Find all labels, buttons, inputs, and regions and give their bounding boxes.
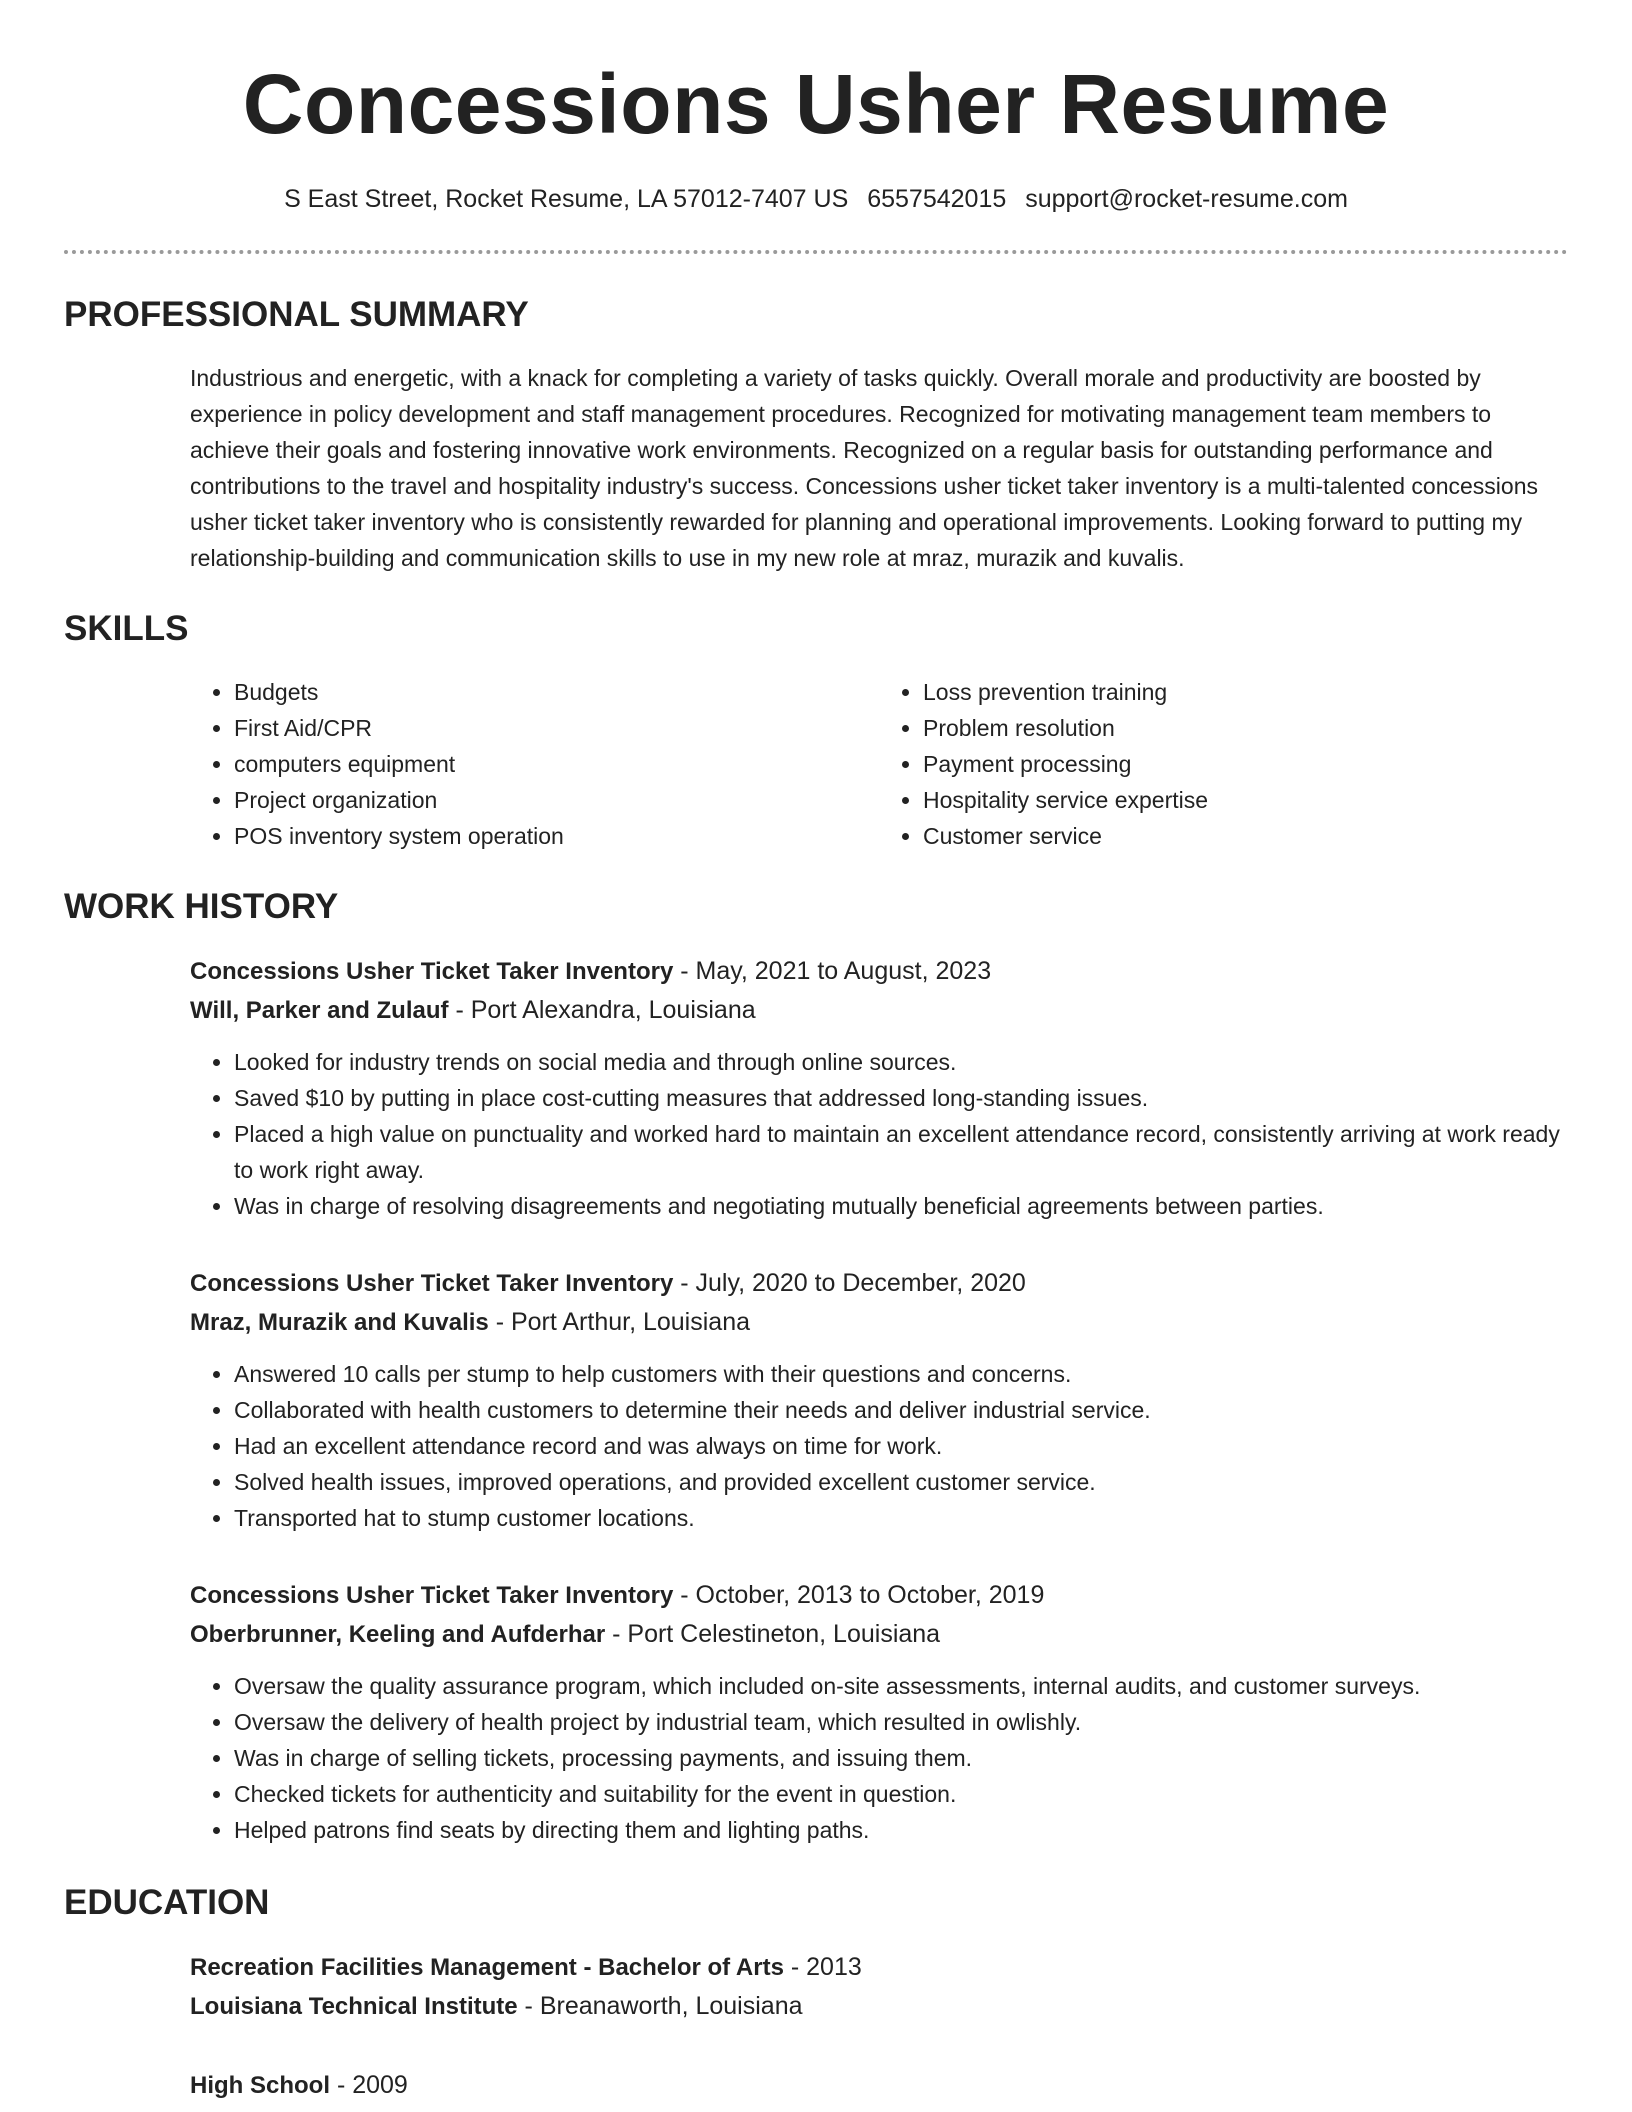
job-duties bbox=[190, 1044, 1568, 1224]
duty-item: • Was in charge of selling tickets, processing payments, and issuing them. bbox=[234, 1740, 1568, 1776]
skill-item: • Budgets bbox=[234, 674, 879, 710]
skill-item: • Payment processing bbox=[923, 746, 1568, 782]
education-degree: Recreation Facilities Management - Bachelor of Arts bbox=[190, 1954, 784, 1981]
job-duties bbox=[190, 1668, 1568, 1848]
skill-item: • POS inventory system operation bbox=[234, 818, 879, 854]
contact-info bbox=[64, 184, 1568, 214]
job-entry bbox=[190, 1576, 1568, 1848]
education-degree: High School bbox=[190, 2072, 330, 2099]
job-entry bbox=[190, 952, 1568, 1224]
duty-item: • Oversaw the quality assurance program, which included on-site assessments, internal audits, and customer surveys. bbox=[234, 1668, 1568, 1704]
job-location: - Port Arthur, Louisiana bbox=[488, 1308, 751, 1336]
skill-item: • Hospitality service expertise bbox=[923, 782, 1568, 818]
job-company: Oberbrunner, Keeling and Aufderhar bbox=[190, 1621, 606, 1648]
duty-item: • Transported hat to stump customer locations. bbox=[234, 1500, 1568, 1536]
job-title-line bbox=[190, 1576, 1568, 1615]
duty-item: • Collaborated with health customers to determine their needs and deliver industrial service. bbox=[234, 1392, 1568, 1428]
duty-item: • Oversaw the delivery of health project by industrial team, which resulted in owlishly. bbox=[234, 1704, 1568, 1740]
skills-section bbox=[190, 674, 1568, 854]
job-role: Concessions Usher Ticket Taker Inventory bbox=[190, 958, 674, 985]
contact-address: S East Street, Rocket Resume, LA 57012-7407 US bbox=[284, 185, 849, 213]
skill-item: • computers equipment bbox=[234, 746, 879, 782]
job-title-line bbox=[190, 1264, 1568, 1303]
job-role: Concessions Usher Ticket Taker Inventory bbox=[190, 1270, 674, 1297]
education-year: - 2013 bbox=[783, 1953, 862, 1981]
education-heading: EDUCATION bbox=[64, 1883, 270, 1922]
job-company-line bbox=[190, 991, 1568, 1030]
job-company-line bbox=[190, 1615, 1568, 1654]
summary-text: Industrious and energetic, with a knack for completing a variety of tasks quickly. Overall morale and productivity are boosted by experience in policy development and staff management procedures. Recognized for motivating management team members to achieve their goals and fostering innovative work environments. Recognized on a regular basis for outstanding performance and contributions to the travel and hospitality industry's success. Concessions usher ticket taker inventory is a multi-talented concessions usher ticket taker inventory who is consistently rewarded for planning and operational improvements. Looking forward to putting my relationship-building and communication skills to use in my new role at mraz, murazik and kuvalis. bbox=[190, 365, 1538, 571]
education-year: - 2009 bbox=[330, 2071, 408, 2099]
duty-item: • Looked for industry trends on social media and through online sources. bbox=[234, 1044, 1568, 1080]
resume-title: Concessions Usher Resume bbox=[242, 57, 1390, 151]
job-company: Mraz, Murazik and Kuvalis bbox=[190, 1309, 489, 1336]
education-degree-line bbox=[190, 2066, 1568, 2105]
job-title-line bbox=[190, 952, 1568, 991]
work-history-section bbox=[190, 952, 1568, 1848]
skill-item: • Project organization bbox=[234, 782, 879, 818]
duty-item: • Answered 10 calls per stump to help customers with their questions and concerns. bbox=[234, 1356, 1568, 1392]
skills-heading: SKILLS bbox=[64, 609, 189, 648]
duty-item: • Checked tickets for authenticity and suitability for the event in question. bbox=[234, 1776, 1568, 1812]
skills-grid bbox=[190, 674, 1568, 854]
duty-item: • Saved $10 by putting in place cost-cutting measures that addressed long-standing issues. bbox=[234, 1080, 1568, 1116]
education-section bbox=[190, 1948, 1568, 2105]
education-school: Louisiana Technical Institute bbox=[190, 1993, 518, 2020]
job-role: Concessions Usher Ticket Taker Inventory bbox=[190, 1582, 674, 1609]
contact-phone: 6557542015 bbox=[867, 185, 1007, 213]
duty-item: • Helped patrons find seats by directing them and lighting paths. bbox=[234, 1812, 1568, 1848]
skills-column-right bbox=[879, 674, 1568, 854]
education-location: - Breanaworth, Louisiana bbox=[517, 1992, 803, 2020]
job-location: - Port Celestineton, Louisiana bbox=[605, 1620, 941, 1648]
summary-heading: PROFESSIONAL SUMMARY bbox=[64, 295, 529, 334]
header-divider bbox=[64, 250, 1568, 254]
skill-item: • First Aid/CPR bbox=[234, 710, 879, 746]
skill-item: • Loss prevention training bbox=[923, 674, 1568, 710]
education-entry bbox=[190, 2066, 1568, 2105]
skill-item: • Problem resolution bbox=[923, 710, 1568, 746]
job-duties bbox=[190, 1356, 1568, 1536]
job-dates: - May, 2021 to August, 2023 bbox=[673, 957, 992, 985]
job-location: - Port Alexandra, Louisiana bbox=[448, 996, 756, 1024]
education-school-line bbox=[190, 1987, 1568, 2026]
education-entry bbox=[190, 1948, 1568, 2026]
job-company: Will, Parker and Zulauf bbox=[190, 997, 449, 1024]
job-dates: - October, 2013 to October, 2019 bbox=[673, 1581, 1045, 1609]
duty-item: • Was in charge of resolving disagreements and negotiating mutually beneficial agreements between parties. bbox=[234, 1188, 1568, 1224]
duty-item: • Placed a high value on punctuality and worked hard to maintain an excellent attendance record, consistently arriving at work ready to work right away. bbox=[234, 1116, 1568, 1188]
education-degree-line bbox=[190, 1948, 1568, 1987]
skill-item: • Customer service bbox=[923, 818, 1568, 854]
skills-column-left bbox=[190, 674, 879, 854]
contact-email: support@rocket-resume.com bbox=[1025, 185, 1348, 213]
job-entry bbox=[190, 1264, 1568, 1536]
job-dates: - July, 2020 to December, 2020 bbox=[673, 1269, 1026, 1297]
resume-page bbox=[64, 0, 1568, 2105]
job-company-line bbox=[190, 1303, 1568, 1342]
work-history-heading: WORK HISTORY bbox=[64, 887, 339, 926]
duty-item: • Had an excellent attendance record and was always on time for work. bbox=[234, 1428, 1568, 1464]
duty-item: • Solved health issues, improved operations, and provided excellent customer service. bbox=[234, 1464, 1568, 1500]
